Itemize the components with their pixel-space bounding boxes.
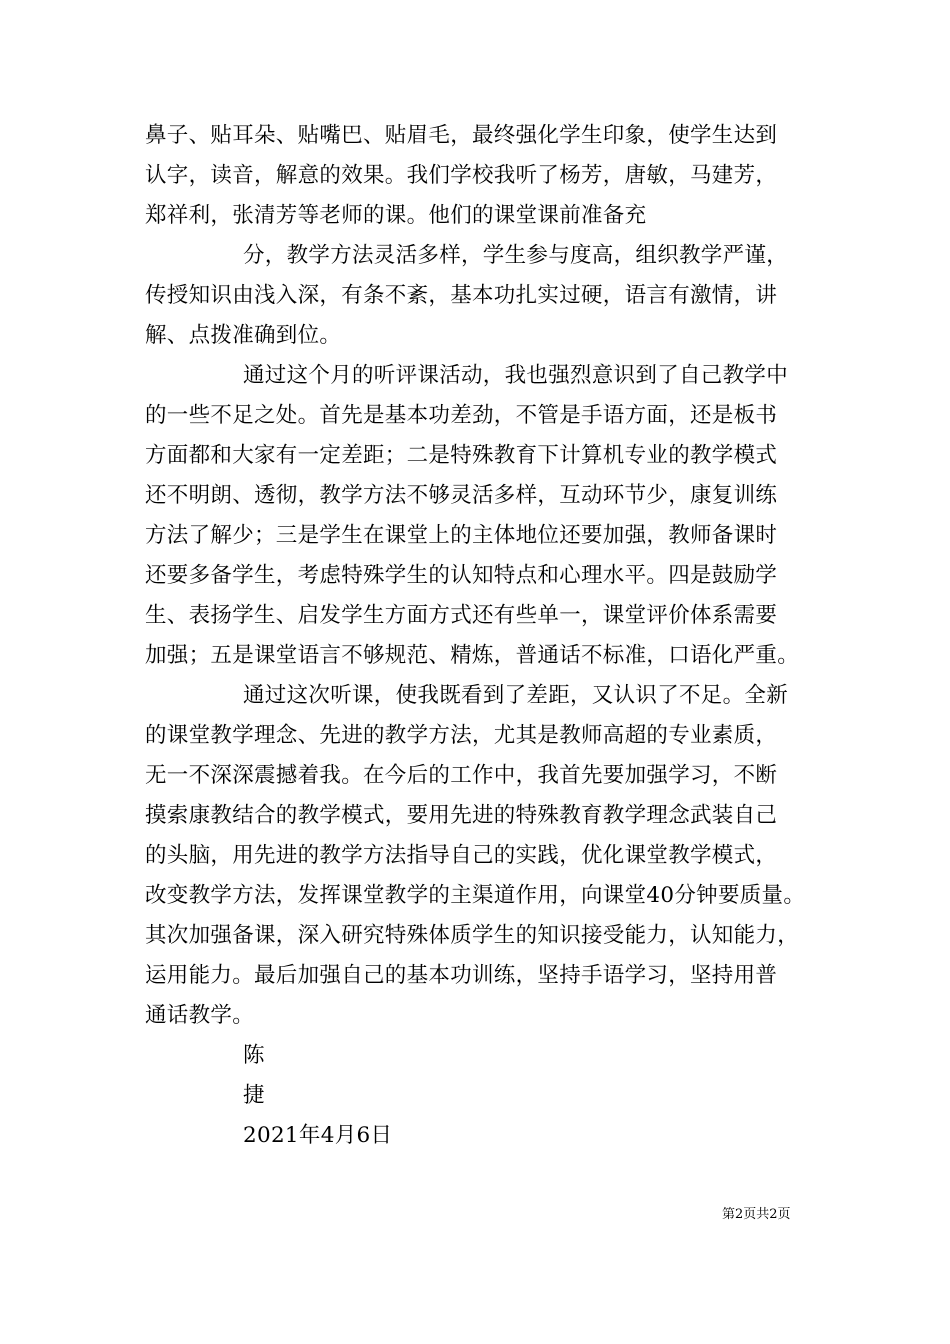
page-number-footer: 第2页共2页 bbox=[722, 1207, 791, 1222]
body-line: 运用能力。最后加强自己的基本功训练，坚持手语学习，坚持用普 bbox=[145, 963, 778, 988]
body-line: 的一些不足之处。首先是基本功差劲，不管是手语方面，还是板书 bbox=[145, 403, 778, 428]
body-line: 改变教学方法，发挥课堂教学的主渠道作用，向课堂40分钟要质量。 bbox=[145, 883, 806, 908]
paragraph-start-line: 通过这个月的听评课活动，我也强烈意识到了自己教学中 bbox=[243, 363, 789, 388]
paragraph-start-line: 通过这次听课，使我既看到了差距，又认识了不足。全新 bbox=[243, 683, 789, 708]
body-line: 无一不深深震撼着我。在今后的工作中，我首先要加强学习，不断 bbox=[145, 763, 778, 788]
body-line: 生、表扬学生、启发学生方面方式还有些单一，课堂评价体系需要 bbox=[145, 603, 778, 628]
signature-name-2: 捷 bbox=[243, 1083, 265, 1108]
body-line: 还要多备学生，考虑特殊学生的认知特点和心理水平。四是鼓励学 bbox=[145, 563, 778, 588]
body-line: 的课堂教学理念、先进的教学方法，尤其是教师高超的专业素质， bbox=[145, 723, 778, 748]
body-line: 传授知识由浅入深，有条不紊，基本功扎实过硬，语言有激情，讲 bbox=[145, 283, 778, 308]
body-line: 还不明朗、透彻，教学方法不够灵活多样，互动环节少，康复训练 bbox=[145, 483, 778, 508]
body-line: 分，教学方法灵活多样，学生参与度高，组织教学严谨， bbox=[243, 243, 789, 268]
body-line: 方面都和大家有一定差距；二是特殊教育下计算机专业的教学模式 bbox=[145, 443, 778, 468]
body-line: 解、点拨准确到位。 bbox=[145, 323, 342, 348]
signature-name-1: 陈 bbox=[243, 1043, 265, 1068]
body-line: 其次加强备课，深入研究特殊体质学生的知识接受能力，认知能力， bbox=[145, 923, 800, 948]
body-line: 郑祥利，张清芳等老师的课。他们的课堂课前准备充 bbox=[145, 203, 647, 228]
body-line: 方法了解少；三是学生在课堂上的主体地位还要加强，教师备课时 bbox=[145, 523, 778, 548]
signature-date: 2021年4月6日 bbox=[243, 1123, 393, 1148]
body-line: 鼻子、贴耳朵、贴嘴巴、贴眉毛，最终强化学生印象，使学生达到 bbox=[145, 123, 778, 148]
body-line: 认字，读音，解意的效果。我们学校我听了杨芳，唐敏，马建芳， bbox=[145, 163, 778, 188]
body-line: 通话教学。 bbox=[145, 1003, 255, 1028]
body-line: 的头脑，用先进的教学方法指导自己的实践，优化课堂教学模式， bbox=[145, 843, 778, 868]
body-line: 加强；五是课堂语言不够规范、精炼，普通话不标准，口语化严重。 bbox=[145, 643, 800, 668]
body-line: 摸索康教结合的教学模式，要用先进的特殊教育教学理念武装自己 bbox=[145, 803, 778, 828]
